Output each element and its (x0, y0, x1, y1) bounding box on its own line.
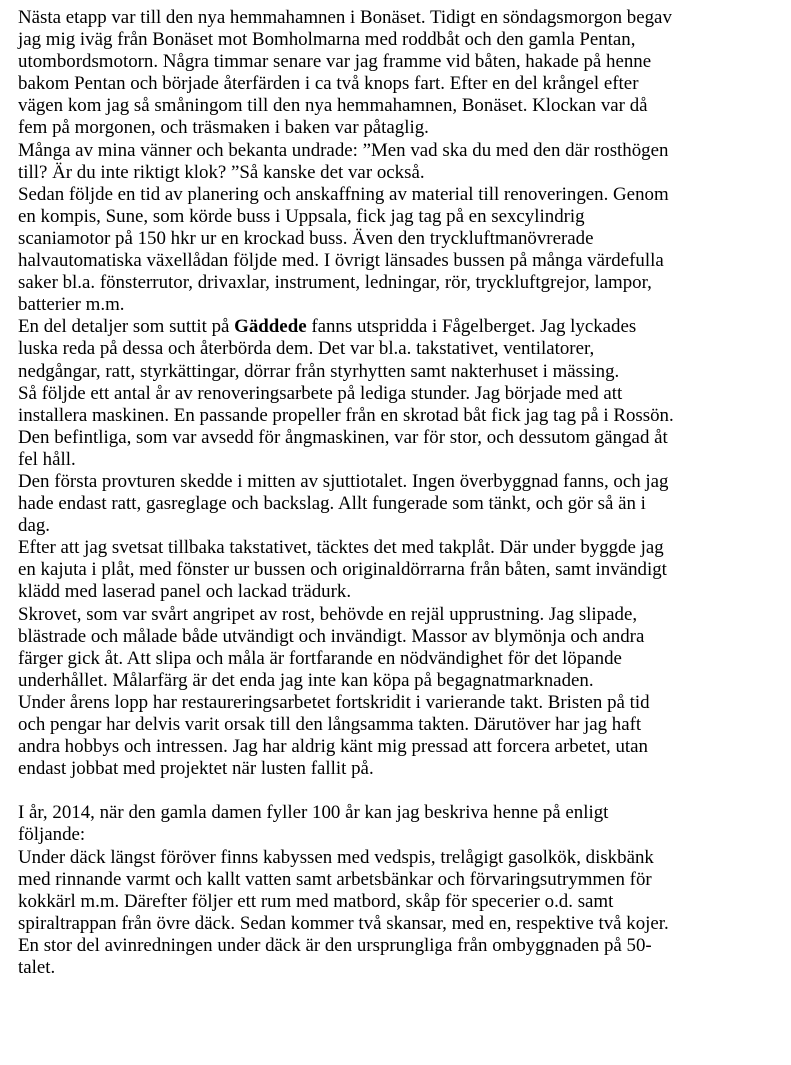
text-line: färger gick åt. Att slipa och måla är fortfarande en nödvändighet för det löpande (18, 647, 622, 669)
text-line: vägen kom jag så småningom till den nya hemmahamnen, Bonäset. Klockan var då (18, 95, 648, 117)
text-line: följande: (18, 824, 86, 846)
text-line: Sedan följde en tid av planering och anskaffning av material till renoveringen. Genom (18, 183, 669, 205)
text-line (18, 316, 781, 338)
text-line: endast jobbat med projektet när lusten fallit på. (18, 758, 374, 780)
text-line: spiraltrappan från övre däck. Sedan kommer två skansar, med en, respektive två kojer. (18, 912, 669, 934)
text-line: Så följde ett antal år av renoveringsarbete på lediga stunder. Jag började med att (18, 382, 623, 404)
text-line: fel håll. (18, 448, 76, 470)
paragraph-friends-question (18, 140, 781, 184)
text-line: underhållet. Målarfärg är det enda jag inte kan köpa på begagnatmarknaden. (18, 669, 594, 691)
text-line: Nästa etapp var till den nya hemmahamnen i Bonäset. Tidigt en söndagsmorgon begav (18, 7, 672, 28)
paragraph-progress-pace (18, 692, 781, 780)
text-line: och pengar har delvis varit orsak till den långsamma takten. Därutöver har jag haft (18, 714, 642, 735)
text-line: bakom Pentan och började återfärden i ca två knops fart. Efter en del krångel efter (18, 73, 639, 95)
paragraph-below-deck-layout (18, 847, 781, 980)
paragraph-cabin-build (18, 537, 781, 603)
text-line: till? Är du inte riktigt klok? ”Så kanske det var också. (18, 161, 425, 183)
text-line: Under årens lopp har restaureringsarbetet fortskridit i varierande takt. Bristen på tid (18, 691, 650, 713)
text-line: saker bl.a. fönsterrutor, drivaxlar, instrument, ledningar, rör, tryckluftgrejor, lampor, (18, 272, 652, 294)
paragraph-voyage-to-bonaset (18, 7, 781, 140)
text-line: En stor del avinredningen under däck är den ursprungliga från ombyggnaden på 50- (18, 934, 652, 956)
text-line: Efter att jag svetsat tillbaka takstativet, täcktes det med takplåt. Där under byggde jag (18, 537, 664, 559)
text-line: I år, 2014, när den gamla damen fyller 100 år kan jag beskriva henne på enligt (18, 802, 609, 824)
paragraph-planning-materials (18, 184, 781, 317)
text-line: luska reda på dessa och återbörda dem. Det var bl.a. takstativet, ventilatorer, (18, 338, 595, 360)
text-line: klädd med laserad panel och lackad trädurk. (18, 581, 352, 603)
paragraph-engine-install (18, 383, 781, 471)
text-line: dag. (18, 515, 50, 537)
text-line: utombordsmotorn. Några timmar senare var jag framme vid båten, hakade på henne (18, 51, 652, 73)
text-line: andra hobbys och intressen. Jag har aldrig känt mig pressad att forcera arbetet, utan (18, 736, 648, 758)
paragraph-spacer (18, 780, 781, 802)
text-span: En del detaljer som suttit på (18, 316, 235, 338)
text-line: Den första provturen skedde i mitten av sjuttiotalet. Ingen överbyggnad fanns, och jag (18, 470, 669, 492)
text-line: hade endast ratt, gasreglage och backslag. Allt fungerade som tänkt, och gör så än i (18, 493, 646, 515)
text-line: installera maskinen. En passande propeller från en skrotad båt fick jag tag på i Rossön. (18, 404, 674, 426)
boat-name-bold: Gäddede (234, 316, 307, 338)
paragraph-first-test-run (18, 471, 781, 537)
paragraph-centenary-intro (18, 802, 781, 846)
text-line: scaniamotor på 150 hkr ur en krockad buss. Även den tryckluftmanövrerade (18, 227, 594, 249)
text-line: fem på morgonen, och träsmaken i baken var påtaglig. (18, 117, 429, 139)
text-line: kokkärl m.m. Därefter följer ett rum med matbord, skåp för specerier o.d. samt (18, 890, 614, 912)
paragraph-hull-restoration (18, 604, 781, 692)
text-line: Många av mina vänner och bekanta undrade: ”Men vad ska du med den där rosthögen (18, 139, 669, 161)
text-line: en kajuta i plåt, med fönster ur bussen och originaldörrarna från båten, samt invändigt (18, 559, 667, 581)
text-line: batterier m.m. (18, 294, 125, 316)
text-line: halvautomatiska växellådan följde med. I övrigt länsades bussen på många värdefulla (18, 250, 664, 272)
text-line: med rinnande varmt och kallt vatten samt arbetsbänkar och förvaringsutrymmen för (18, 868, 652, 890)
text-line: blästrade och målade både utvändigt och invändigt. Massor av blymönja och andra (18, 625, 645, 647)
text-line: Under däck längst föröver finns kabyssen med vedspis, trelågigt gasolkök, diskbänk (18, 846, 654, 868)
text-line: talet. (18, 957, 56, 979)
text-line: en kompis, Sune, som körde buss i Uppsala, fick jag tag på en sexcylindrig (18, 205, 585, 227)
text-line: Skrovet, som var svårt angripet av rost, behövde en rejäl upprustning. Jag slipade, (18, 603, 638, 625)
paragraph-gaddede-parts (18, 316, 781, 382)
text-line: nedgångar, ratt, styrkättingar, dörrar från styrhytten samt nakterhuset i mässing. (18, 360, 620, 382)
text-line: jag mig iväg från Bonäset mot Bomholmarna med roddbåt och den gamla Pentan, (18, 29, 636, 51)
text-span: fanns utspridda i Fågelberget. Jag lyckades (306, 316, 637, 338)
text-line: Den befintliga, som var avsedd för ångmaskinen, var för stor, och dessutom gängad åt (18, 426, 668, 448)
